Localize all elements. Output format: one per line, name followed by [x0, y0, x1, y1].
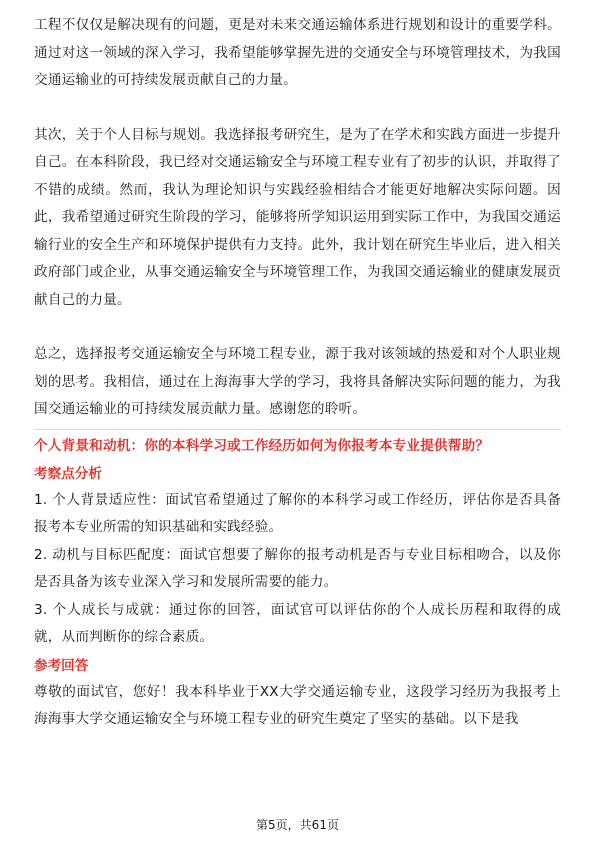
answer-heading: 参考回答 [34, 657, 89, 674]
analysis-item: 2. 动机与目标匹配度：面试官想要了解你的报考动机是否与专业目标相吻合，以及你是否具备为该专业深入学习和发展所需要的能力。 [34, 546, 561, 590]
body-paragraph: 其次，关于个人目标与规划。我选择报考研究生，是为了在学术和实践方面进一步提升自己。在本科阶段，我已经对交通运输安全与环境工程专业有了初步的认识，并取得了不错的成绩。然而，我认为理论知识与实践经验相结合才能更好地解决实际问题。因此，我希望通过研究生阶段的学习，能够将所学知识运用到实际工作中，为我国交通运输行业的安全生产和环境保护提供有力支持。此外，我计划在研究生毕业后，进入相关政府部门或企业，从事交通运输安全与环境管理工作，为我国交通运输业的健康发展贡献自己的力量。 [34, 126, 561, 308]
paragraph-gap [34, 95, 561, 122]
answer-paragraph: 尊敬的面试官，您好！我本科毕业于XX大学交通运输专业，这段学习经历为我报考上海海事大学交通运输安全与环境工程专业的研究生奠定了坚实的基础。以下是我 [34, 683, 561, 727]
body-paragraph: 工程不仅仅是解决现有的问题，更是对未来交通运输体系进行规划和设计的重要学科。通过对这一领域的深入学习，我希望能够掌握先进的交通安全与环境管理技术，为我国交通运输业的可持续发展贡献自己的力量。 [34, 17, 561, 88]
paragraph-gap [34, 314, 561, 341]
analysis-item: 3. 个人成长与成就：通过你的回答，面试官可以评估你的个人成长历程和取得的成就，从而判断你的综合素质。 [34, 601, 561, 645]
page-content [34, 12, 561, 734]
analysis-item: 1. 个人背景适应性：面试官希望通过了解你的本科学习或工作经历，评估你是否具备报考本专业所需的知识基础和实践经验。 [34, 491, 561, 535]
body-paragraph: 总之，选择报考交通运输安全与环境工程专业，源于我对该领域的热爱和对个人职业规划的思考。我相信，通过在上海海事大学的学习，我将具备解决实际问题的能力，为我国交通运输业的可持续发展贡献力量。感谢您的聆听。 [34, 346, 561, 417]
question-heading: 个人背景和动机：你的本科学习或工作经历如何为你报考本专业提供帮助？ [34, 437, 490, 454]
page-number: 第5页，共61页 [256, 818, 339, 832]
section-divider [34, 429, 561, 430]
analysis-heading: 考察点分析 [34, 465, 102, 482]
